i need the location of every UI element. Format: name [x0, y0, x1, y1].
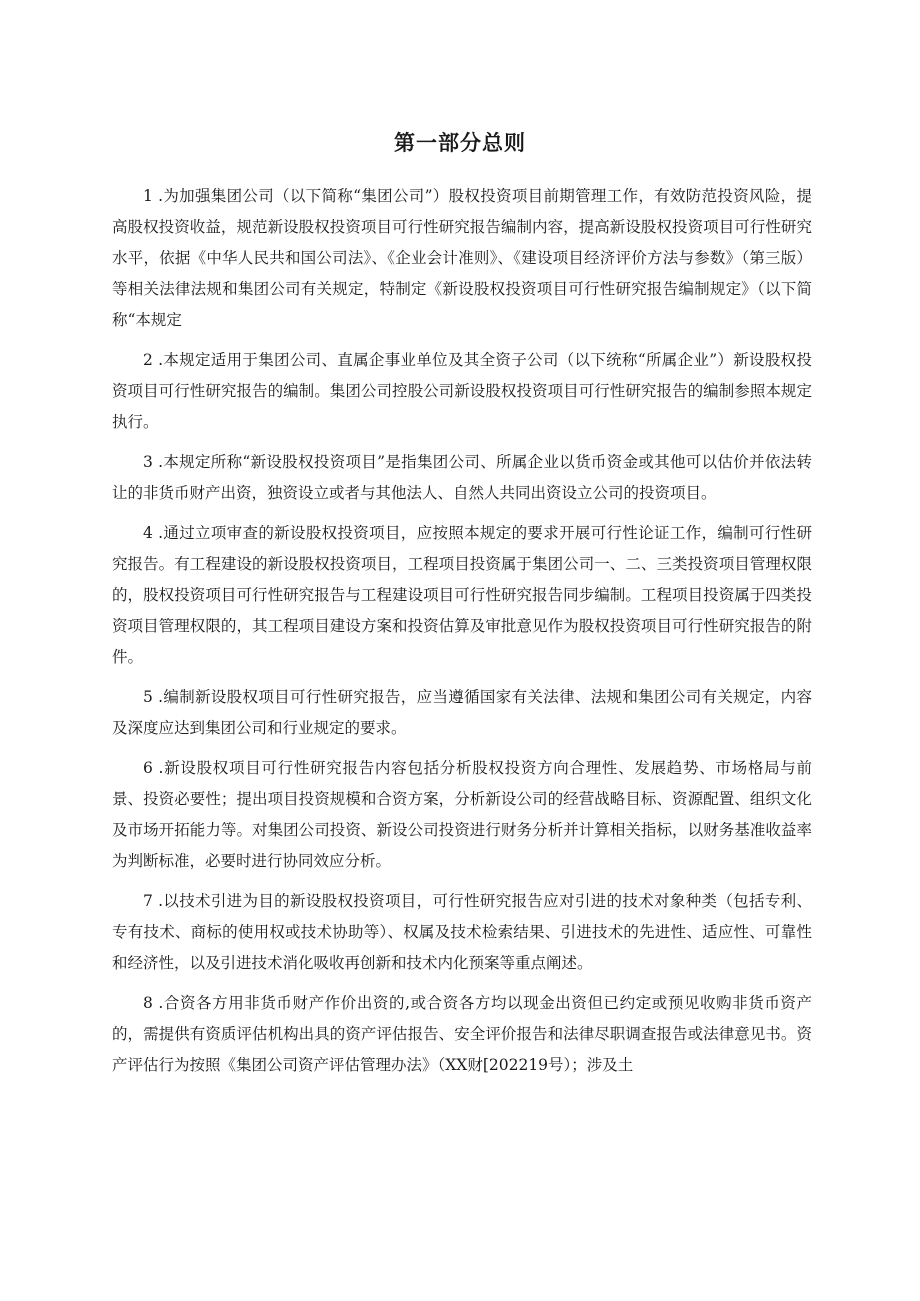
paragraph-5: 5 .编制新设股权项目可行性研究报告，应当遵循国家有关法律、法规和集团公司有关规定，内容及深度应达到集团公司和行业规定的要求。: [112, 688, 812, 737]
paragraph-8: 8 .合资各方用非货币财产作价出资的,或合资各方均以现金出资但已约定或预见收购非货币资产的，需提供有资质评估机构出具的资产评估报告、安全评价报告和法律尽职调查报告或法律意见书。资产评估行为按照《集团公司资产评估管理办法》（XX财[202219号）；涉及土: [112, 994, 812, 1074]
paragraph-1: 1 .为加强集团公司（以下简称“集团公司”）股权投资项目前期管理工作，有效防范投资风险，提高股权投资收益，规范新设股权投资项目可行性研究报告编制内容，提高新设股权投资项目可行性研究水平，依据《中华人民共和国公司法》、《企业会计准则》、《建设项目经济评价方法与参数》（第三版）等相关法律法规和集团公司有关规定，特制定《新设股权投资项目可行性研究报告编制规定》（以下简称“本规定: [112, 187, 812, 329]
paragraph-4: 4 .通过立项审查的新设股权投资项目，应按照本规定的要求开展可行性论证工作，编制可行性研究报告。有工程建设的新设股权投资项目，工程项目投资属于集团公司一、二、三类投资项目管理权限的，股权投资项目可行性研究报告与工程建设项目可行性研究报告同步编制。工程项目投资属于四类投资项目管理权限的，其工程项目建设方案和投资估算及审批意见作为股权投资项目可行性研究报告的附件。: [112, 524, 812, 666]
page-title: 第一部分总则: [394, 131, 526, 155]
document-body: [112, 181, 812, 1090]
paragraph-2: 2 .本规定适用于集团公司、直属企事业单位及其全资子公司（以下统称“所属企业”）新设股权投资项目可行性研究报告的编制。集团公司控股公司新设股权投资项目可行性研究报告的编制参照本规定执行。: [112, 351, 812, 431]
paragraph-3: 3 .本规定所称“新设股权投资项目”是指集团公司、所属企业以货币资金或其他可以估价并依法转让的非货币财产出资，独资设立或者与其他法人、自然人共同出资设立公司的投资项目。: [112, 453, 812, 502]
paragraph-7: 7 .以技术引进为目的新设股权投资项目，可行性研究报告应对引进的技术对象种类（包括专利、专有技术、商标的使用权或技术协助等）、权属及技术检索结果、引进技术的先进性、适应性、可靠性和经济性，以及引进技术消化吸收再创新和技术内化预案等重点阐述。: [112, 892, 812, 972]
paragraph-6: 6 .新设股权项目可行性研究报告内容包括分析股权投资方向合理性、发展趋势、市场格局与前景、投资必要性；提出项目投资规模和合资方案，分析新设公司的经营战略目标、资源配置、组织文化及市场开拓能力等。对集团公司投资、新设公司投资进行财务分析并计算相关指标，以财务基准收益率为判断标准，必要时进行协同效应分析。: [112, 759, 812, 870]
